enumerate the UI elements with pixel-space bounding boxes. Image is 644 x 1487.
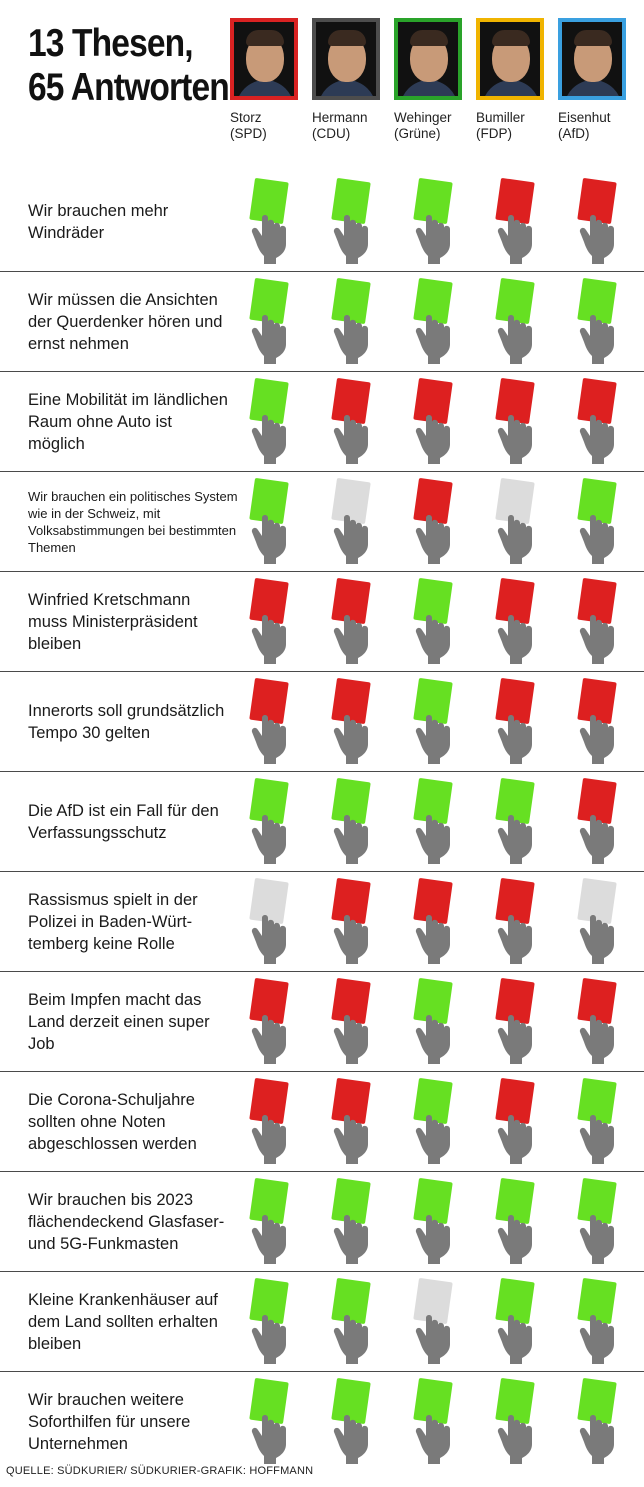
answer-card-no-icon	[326, 978, 386, 1064]
thesis-text: Wir brauchen bis 2023 flächendeckend Glasfaser- und 5G-Funkmasten	[28, 1190, 225, 1253]
answer-card-yes-icon	[326, 1178, 386, 1264]
thesis-table	[0, 172, 644, 1471]
thesis-text: Die AfD ist ein Fall für den Verfassungsschutz	[28, 801, 219, 842]
thesis-row	[0, 472, 644, 572]
answer-card-no-icon	[572, 678, 632, 764]
answer-card-yes-icon	[490, 778, 550, 864]
answer-card-yes-icon	[490, 278, 550, 364]
answer-card-yes-icon	[490, 1378, 550, 1464]
thesis-text: Rassismus spielt in der Polizei in Baden-Würt-temberg keine Rolle	[28, 890, 198, 953]
thesis-text: Wir müssen die Ansichten der Querdenker hören und ernst nehmen	[28, 290, 223, 353]
thesis-row	[0, 972, 644, 1072]
answer-card-yes-icon	[326, 1278, 386, 1364]
answer-card-no-icon	[326, 1078, 386, 1164]
answer-card-no-icon	[326, 878, 386, 964]
thesis-text: Wir brauchen mehr Windräder	[28, 201, 169, 242]
answer-card-yes-icon	[244, 378, 304, 464]
answer-card-no-icon	[572, 978, 632, 1064]
answer-card-yes-icon	[572, 1278, 632, 1364]
candidate-label: Hermann (CDU)	[312, 110, 368, 141]
thesis-text: Wir brauchen ein politisches System wie in der Schweiz, mit Volksabstimmungen bei bestimmten Themen	[28, 488, 238, 555]
thesis-text: Innerorts soll grundsätzlich Tempo 30 gelten	[28, 701, 225, 742]
thesis-row	[0, 672, 644, 772]
answer-card-yes-icon	[408, 1378, 468, 1464]
thesis-text: Winfried Kretschmann muss Ministerpräsident bleiben	[28, 590, 198, 653]
answer-card-neutral-icon	[490, 478, 550, 564]
candidate-label: Eisenhut (AfD)	[558, 110, 611, 141]
answer-card-no-icon	[572, 778, 632, 864]
answer-card-yes-icon	[326, 178, 386, 264]
thesis-text: Eine Mobilität im ländlichen Raum ohne Auto ist möglich	[28, 390, 228, 453]
thesis-row	[0, 872, 644, 972]
candidate-bumiller	[476, 18, 552, 142]
answer-card-yes-icon	[244, 1378, 304, 1464]
answer-card-no-icon	[326, 678, 386, 764]
answer-card-no-icon	[490, 878, 550, 964]
answer-card-yes-icon	[244, 178, 304, 264]
thesis-text: Beim Impfen macht das Land derzeit einen super Job	[28, 990, 210, 1053]
answer-card-no-icon	[572, 178, 632, 264]
thesis-row	[0, 172, 644, 272]
thesis-row	[0, 572, 644, 672]
answer-card-no-icon	[572, 578, 632, 664]
answer-card-no-icon	[244, 978, 304, 1064]
answer-card-yes-icon	[244, 478, 304, 564]
answer-card-no-icon	[244, 578, 304, 664]
answer-card-no-icon	[244, 678, 304, 764]
answer-card-yes-icon	[572, 478, 632, 564]
answer-card-neutral-icon	[244, 878, 304, 964]
answer-card-no-icon	[408, 878, 468, 964]
candidate-label: Storz (SPD)	[230, 110, 267, 141]
answer-card-yes-icon	[408, 1178, 468, 1264]
answer-card-yes-icon	[490, 1178, 550, 1264]
candidate-photo	[230, 18, 298, 100]
thesis-row	[0, 1072, 644, 1172]
thesis-row	[0, 372, 644, 472]
answer-card-yes-icon	[326, 278, 386, 364]
answer-card-yes-icon	[408, 1078, 468, 1164]
thesis-text: Die Corona-Schuljahre sollten ohne Noten abgeschlossen werden	[28, 1090, 197, 1153]
thesis-row	[0, 1272, 644, 1372]
answer-card-yes-icon	[408, 678, 468, 764]
candidate-eisenhut	[558, 18, 634, 142]
answer-card-yes-icon	[572, 1078, 632, 1164]
answer-card-yes-icon	[408, 778, 468, 864]
answer-card-yes-icon	[326, 778, 386, 864]
thesis-row	[0, 272, 644, 372]
answer-card-no-icon	[326, 378, 386, 464]
candidate-hermann	[312, 18, 388, 142]
answer-card-neutral-icon	[408, 1278, 468, 1364]
answer-card-no-icon	[490, 1078, 550, 1164]
candidate-wehinger	[394, 18, 470, 142]
thesis-text: Kleine Krankenhäuser auf dem Land sollten erhalten bleiben	[28, 1290, 218, 1353]
answer-card-yes-icon	[408, 278, 468, 364]
thesis-row	[0, 1372, 644, 1471]
answer-card-no-icon	[408, 378, 468, 464]
answer-card-neutral-icon	[326, 478, 386, 564]
candidate-label: Bumiller (FDP)	[476, 110, 525, 141]
answer-card-yes-icon	[408, 978, 468, 1064]
answer-card-yes-icon	[408, 178, 468, 264]
candidate-photo	[558, 18, 626, 100]
answer-card-no-icon	[490, 378, 550, 464]
candidate-photo	[394, 18, 462, 100]
answer-card-yes-icon	[244, 1278, 304, 1364]
answer-card-yes-icon	[408, 578, 468, 664]
candidate-storz	[230, 18, 306, 142]
answer-card-no-icon	[490, 578, 550, 664]
answer-card-neutral-icon	[572, 878, 632, 964]
thesis-row	[0, 772, 644, 872]
answer-card-no-icon	[244, 1078, 304, 1164]
answer-card-yes-icon	[490, 1278, 550, 1364]
answer-card-yes-icon	[326, 1378, 386, 1464]
answer-card-no-icon	[408, 478, 468, 564]
answer-card-yes-icon	[244, 278, 304, 364]
answer-card-yes-icon	[572, 278, 632, 364]
answer-card-yes-icon	[244, 1178, 304, 1264]
candidate-photo	[312, 18, 380, 100]
answer-card-no-icon	[326, 578, 386, 664]
answer-card-no-icon	[572, 378, 632, 464]
title-line-2: 65 Antworten	[28, 66, 229, 109]
answer-card-no-icon	[490, 678, 550, 764]
answer-card-yes-icon	[572, 1178, 632, 1264]
answer-card-yes-icon	[572, 1378, 632, 1464]
page-title	[28, 22, 229, 110]
source-credit: QUELLE: SÜDKURIER/ SÜDKURIER-GRAFIK: HOFFMANN	[6, 1465, 314, 1477]
title-line-1: 13 Thesen,	[28, 22, 193, 65]
answer-card-yes-icon	[244, 778, 304, 864]
answer-card-no-icon	[490, 978, 550, 1064]
thesis-text: Wir brauchen weitere Soforthilfen für unsere Unternehmen	[28, 1390, 191, 1453]
answer-card-no-icon	[490, 178, 550, 264]
thesis-row	[0, 1172, 644, 1272]
candidate-photo	[476, 18, 544, 100]
candidate-label: Wehinger (Grüne)	[394, 110, 452, 141]
